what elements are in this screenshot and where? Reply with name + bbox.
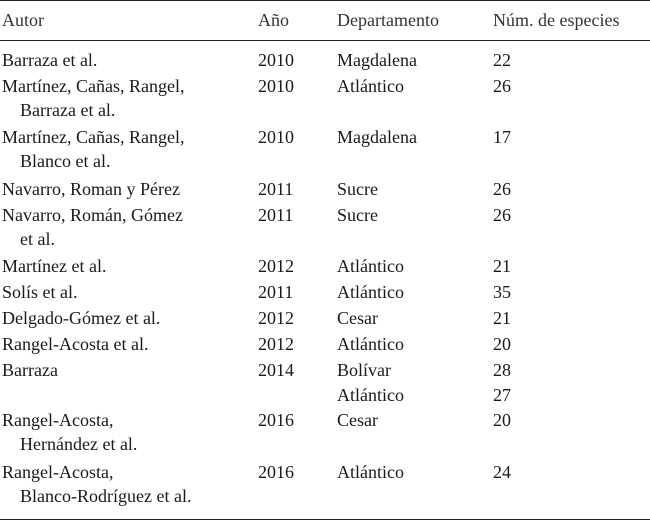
- cell-anio: 2011: [258, 179, 294, 199]
- cell-anio: 2016: [258, 410, 294, 430]
- cell-departamento-continued: Atlántico: [337, 385, 404, 405]
- cell-anio: 2010: [258, 50, 294, 70]
- header-autor: Autor: [2, 10, 44, 30]
- cell-departamento: Sucre: [337, 205, 378, 225]
- cell-anio: 2010: [258, 76, 294, 96]
- cell-autor: Martínez et al.: [2, 256, 107, 276]
- cell-anio: 2012: [258, 334, 294, 354]
- cell-departamento: Atlántico: [337, 334, 404, 354]
- cell-autor-continued: Blanco et al.: [20, 151, 111, 171]
- cell-departamento: Atlántico: [337, 256, 404, 276]
- header-departamento: Departamento: [337, 10, 439, 30]
- cell-num-especies: 21: [493, 308, 511, 328]
- cell-anio: 2014: [258, 360, 294, 380]
- cell-num-especies-continued: 27: [493, 385, 511, 405]
- cell-num-especies: 26: [493, 179, 511, 199]
- cell-departamento: Sucre: [337, 179, 378, 199]
- cell-anio: 2012: [258, 256, 294, 276]
- cell-autor: Martínez, Cañas, Rangel,: [2, 76, 185, 96]
- cell-num-especies: 22: [493, 50, 511, 70]
- cell-num-especies: 20: [493, 334, 511, 354]
- cell-num-especies: 26: [493, 205, 511, 225]
- cell-anio: 2012: [258, 308, 294, 328]
- cell-autor: Navarro, Román, Gómez: [2, 205, 183, 225]
- cell-anio: 2010: [258, 127, 294, 147]
- cell-num-especies: 21: [493, 256, 511, 276]
- cell-autor: Barraza et al.: [2, 50, 98, 70]
- cell-autor: Barraza: [2, 360, 58, 380]
- cell-autor: Martínez, Cañas, Rangel,: [2, 127, 185, 147]
- cell-departamento: Cesar: [337, 308, 378, 328]
- cell-departamento: Magdalena: [337, 50, 417, 70]
- cell-num-especies: 35: [493, 282, 511, 302]
- cell-autor-continued: Hernández et al.: [20, 434, 138, 454]
- cell-departamento: Atlántico: [337, 462, 404, 482]
- cell-num-especies: 17: [493, 127, 511, 147]
- cell-autor: Solís et al.: [2, 282, 78, 302]
- cell-autor-continued: Blanco-Rodríguez et al.: [20, 486, 192, 506]
- cell-departamento: Magdalena: [337, 127, 417, 147]
- cell-autor: Navarro, Roman y Pérez: [2, 179, 180, 199]
- header-num-especies: Núm. de especies: [493, 10, 620, 30]
- cell-autor-continued: et al.: [20, 229, 55, 249]
- header-anio: Año: [258, 10, 289, 30]
- cell-departamento: Cesar: [337, 410, 378, 430]
- cell-departamento: Bolívar: [337, 360, 391, 380]
- cell-autor: Rangel-Acosta,: [2, 462, 114, 482]
- cell-autor-continued: Barraza et al.: [20, 100, 116, 120]
- table-header: [0, 8, 650, 34]
- cell-autor: Delgado-Gómez et al.: [2, 308, 161, 328]
- cell-departamento: Atlántico: [337, 282, 404, 302]
- cell-num-especies: 20: [493, 410, 511, 430]
- cell-anio: 2011: [258, 205, 294, 225]
- cell-num-especies: 28: [493, 360, 511, 380]
- table-header-rule: [0, 40, 650, 41]
- cell-autor: Rangel-Acosta et al.: [2, 334, 149, 354]
- cell-num-especies: 26: [493, 76, 511, 96]
- table-bottom-rule: [0, 519, 650, 520]
- cell-autor: Rangel-Acosta,: [2, 410, 114, 430]
- cell-anio: 2011: [258, 282, 294, 302]
- table-top-rule: [0, 0, 650, 1]
- cell-departamento: Atlántico: [337, 76, 404, 96]
- cell-num-especies: 24: [493, 462, 511, 482]
- cell-anio: 2016: [258, 462, 294, 482]
